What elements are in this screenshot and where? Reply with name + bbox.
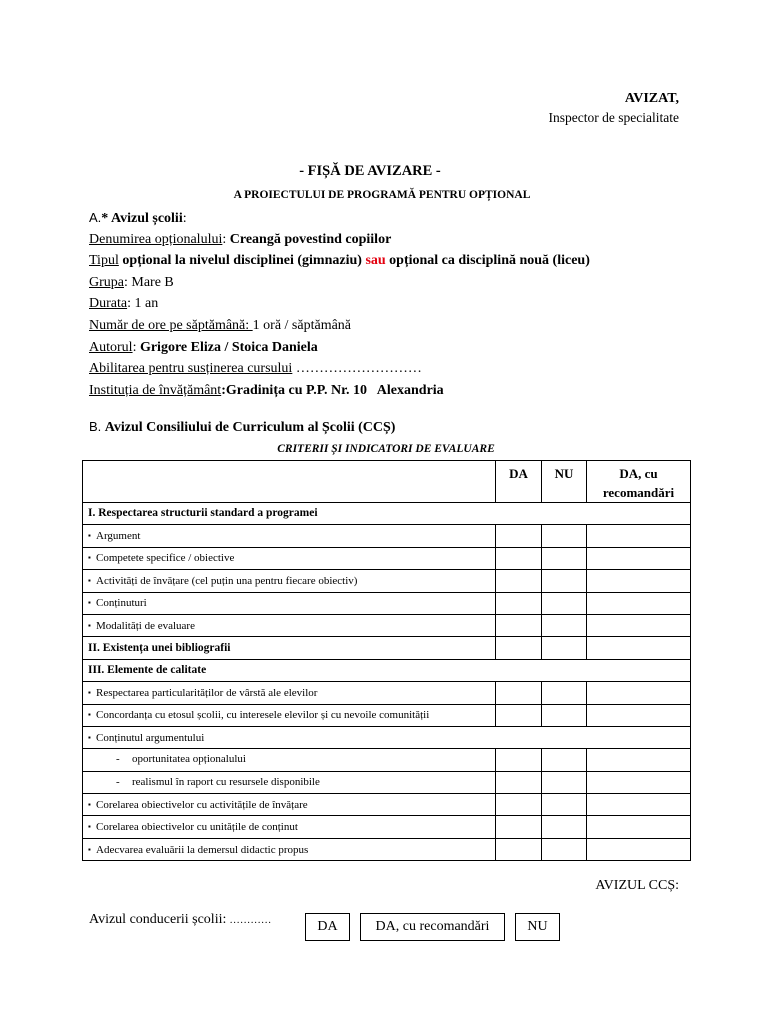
option-box-nu: NU: [515, 913, 560, 941]
col-da-header: DA: [496, 461, 542, 503]
nu-cell: [542, 771, 587, 793]
criterion-cell: [83, 749, 496, 771]
field-optional-name: [89, 229, 590, 251]
inspector-label: Inspector de specialitate: [548, 110, 679, 125]
field-label: Instituția de învățământ: [89, 382, 222, 398]
nu-cell: [542, 525, 587, 547]
da-rec-cell: [587, 704, 691, 726]
nu-cell: [542, 547, 587, 569]
criterion-cell: [83, 614, 496, 636]
nu-cell: [542, 749, 587, 771]
nu-cell: [542, 794, 587, 816]
field-separator: :: [124, 274, 132, 290]
criterion-text: Concordanța cu etosul școlii, cu interesele elevilor și cu nevoile comunității: [96, 709, 430, 722]
da-cell: [496, 704, 542, 726]
da-rec-cell: [587, 570, 691, 592]
option-box-da-cu-recomandari: DA, cu recomandări: [360, 913, 505, 941]
field-value: Creangă povestind copiilor: [229, 231, 392, 247]
da-cell: [496, 838, 542, 860]
table-row: [83, 525, 691, 547]
table-row: [83, 794, 691, 816]
table-row: [83, 547, 691, 569]
field-duration: [89, 293, 590, 315]
da-cell: [496, 570, 542, 592]
criterion-cell: [83, 547, 496, 569]
evaluation-table: [82, 460, 691, 861]
type-option-liceu: opțional ca disciplină nouă (liceu): [389, 253, 590, 269]
field-accreditation: [89, 358, 590, 380]
da-cell: [496, 816, 542, 838]
field-author: [89, 337, 590, 359]
bullet-marker: ▪: [88, 575, 91, 585]
section-title: I. Respectarea structurii standard a programei: [83, 503, 691, 525]
section-row: [83, 503, 691, 525]
criterion-cell: [83, 570, 496, 592]
bullet-marker: ▪: [88, 844, 91, 854]
field-institution: [89, 380, 590, 402]
field-value: 1 oră / săptămână: [252, 317, 352, 333]
criterion-text: Activități de învățare (cel puțin una pentru fiecare obiectiv): [96, 574, 358, 587]
field-separator: :: [222, 231, 230, 247]
section-a: [89, 207, 590, 401]
bullet-marker: ▪: [88, 799, 91, 809]
field-type: [89, 250, 590, 272]
page-subtitle: A PROIECTULUI DE PROGRAMĂ PENTRU OPȚIONAL: [233, 189, 531, 201]
page-title: - FIȘĂ DE AVIZARE -: [299, 163, 441, 179]
table-row: [83, 704, 691, 726]
option-box-da: DA: [305, 913, 350, 941]
da-rec-cell: [587, 816, 691, 838]
table-row: [83, 838, 691, 860]
da-cell: [496, 749, 542, 771]
criterion-cell: [83, 726, 691, 748]
table-row: [83, 749, 691, 771]
da-cell: [496, 771, 542, 793]
da-cell: [496, 614, 542, 636]
section-row: [83, 637, 691, 659]
table-caption: CRITERII ȘI INDICATORI DE EVALUARE: [277, 443, 495, 455]
field-label: Abilitarea pentru susținerea cursului: [89, 361, 293, 377]
criterion-text: Adecvarea evaluării la demersul didactic propus: [96, 843, 309, 856]
section-b-title: Avizul Consiliului de Curriculum al Școlii (CCȘ): [104, 420, 396, 435]
section-a-title: * Avizul școlii: [101, 211, 183, 226]
table-header-row: [83, 461, 691, 503]
field-value: 1 an: [134, 296, 159, 312]
nu-cell: [542, 570, 587, 592]
field-value: ………………………: [295, 361, 422, 377]
nu-cell: [542, 637, 587, 659]
bullet-marker: ▪: [88, 553, 91, 563]
nu-cell: [542, 816, 587, 838]
criterion-text: Conținutul argumentului: [96, 731, 205, 744]
table-row: [83, 726, 691, 748]
section-title: III. Elemente de calitate: [83, 659, 691, 681]
da-rec-cell: [587, 592, 691, 614]
criterion-text: Respectarea particularităților de vârstă ale elevilor: [96, 686, 318, 699]
criterion-cell: [83, 704, 496, 726]
criterion-text: oportunitatea opționalului: [132, 753, 246, 766]
da-cell: [496, 637, 542, 659]
criterion-text: Corelarea obiectivelor cu unitățile de conținut: [96, 821, 298, 834]
da-cell: [496, 547, 542, 569]
table-row: [83, 570, 691, 592]
bullet-marker: ▪: [88, 687, 91, 697]
field-value: Mare B: [131, 274, 174, 290]
criterion-text: realismul în raport cu resursele disponibile: [132, 775, 320, 788]
bullet-marker: ▪: [88, 822, 91, 832]
section-b-heading: [89, 418, 395, 437]
field-label: Tipul: [89, 253, 119, 269]
section-row: [83, 659, 691, 681]
type-or-highlight: sau: [365, 253, 386, 269]
section-b-prefix: B.: [89, 419, 102, 434]
criteria-header-cell: [83, 461, 496, 503]
criterion-cell: [83, 592, 496, 614]
bullet-marker: ▪: [88, 598, 91, 608]
section-title: II. Existența unei bibliografii: [83, 637, 496, 659]
field-label: Grupa: [89, 274, 124, 290]
criterion-cell: [83, 816, 496, 838]
da-cell: [496, 682, 542, 704]
type-option-gimnaziu: opțional la nivelul disciplinei (gimnaziu): [122, 253, 362, 269]
da-rec-cell: [587, 749, 691, 771]
da-rec-cell: [587, 771, 691, 793]
field-hours: [89, 315, 590, 337]
criterion-cell: [83, 794, 496, 816]
da-rec-cell: [587, 547, 691, 569]
section-a-prefix: A.: [89, 210, 102, 225]
field-separator: :: [221, 382, 226, 398]
table-row: [83, 592, 691, 614]
da-cell: [496, 794, 542, 816]
da-rec-cell: [587, 614, 691, 636]
nu-cell: [542, 704, 587, 726]
bullet-marker: ▪: [88, 732, 91, 742]
criterion-cell: [83, 771, 496, 793]
table-row: [83, 816, 691, 838]
ccs-approval-label: AVIZUL CCȘ:: [595, 878, 679, 893]
nu-cell: [542, 682, 587, 704]
section-a-heading: [89, 207, 590, 229]
field-separator: :: [132, 339, 140, 355]
bullet-marker: ▪: [88, 710, 91, 720]
nu-cell: [542, 592, 587, 614]
field-value: Gradinița cu P.P. Nr. 10 Alexandria: [225, 382, 444, 398]
criterion-cell: [83, 838, 496, 860]
dash-marker: -: [116, 775, 120, 788]
school-approval-label: Avizul conducerii școlii:: [89, 912, 227, 927]
field-label: Autorul: [89, 339, 133, 355]
field-label: Durata: [89, 296, 128, 312]
bullet-marker: ▪: [88, 531, 91, 541]
da-rec-cell: [587, 794, 691, 816]
da-cell: [496, 592, 542, 614]
da-rec-cell: [587, 637, 691, 659]
criterion-text: Conținuturi: [96, 597, 147, 610]
dash-marker: -: [116, 753, 120, 766]
table-row: [83, 771, 691, 793]
table-row: [83, 682, 691, 704]
da-rec-cell: [587, 838, 691, 860]
field-group: [89, 272, 590, 294]
field-value: Grigore Eliza / Stoica Daniela: [139, 339, 318, 355]
da-rec-cell: [587, 682, 691, 704]
col-nu-header: NU: [542, 461, 587, 503]
field-separator: :: [127, 296, 135, 312]
criterion-text: Corelarea obiectivelor cu activitățile de învățare: [96, 798, 308, 811]
nu-cell: [542, 614, 587, 636]
approved-label: AVIZAT,: [624, 91, 679, 106]
criterion-cell: [83, 525, 496, 547]
field-label: Denumirea opționalului: [89, 231, 223, 247]
da-cell: [496, 525, 542, 547]
field-label: Număr de ore pe săptămână:: [89, 317, 253, 333]
criterion-text: Argument: [96, 530, 141, 543]
criterion-text: Competete specifice / obiective: [96, 552, 235, 565]
section-a-colon: :: [182, 211, 187, 226]
bullet-marker: ▪: [88, 620, 91, 630]
col-da-rec-header: DA, cu recomandări: [587, 461, 691, 503]
da-rec-cell: [587, 525, 691, 547]
nu-cell: [542, 838, 587, 860]
criterion-cell: [83, 682, 496, 704]
school-approval-dots: ............: [229, 915, 272, 926]
table-row: [83, 614, 691, 636]
criterion-text: Modalități de evaluare: [96, 619, 195, 632]
school-approval-line: [89, 912, 272, 928]
